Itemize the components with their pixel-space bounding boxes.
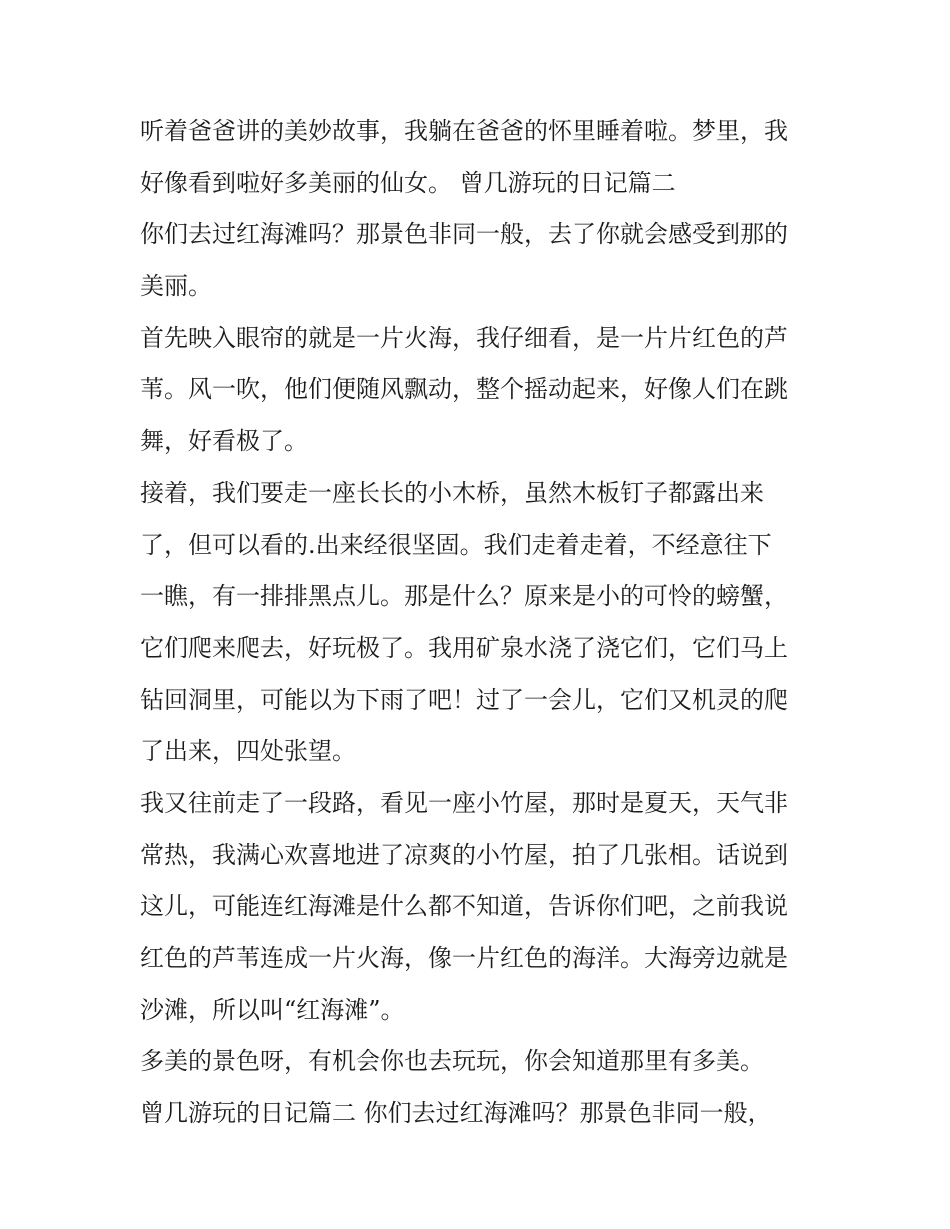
text-line: 你们去过红海滩吗？那景色非同一般，去了你就会感受到那的 [140,220,788,249]
text-line: 它们爬来爬去，好玩极了。我用矿泉水浇了浇它们，它们马上 [140,633,788,662]
text-line: 这儿，可能连红海滩是什么都不知道，告诉你们吧，之前我说 [140,892,788,921]
text-line: 钻回洞里，可能以为下雨了吧！过了一会儿，它们又机灵的爬 [140,685,788,714]
text-line: 听着爸爸讲的美妙故事，我躺在爸爸的怀里睡着啦。梦里，我 [140,117,788,145]
text-line: 多美的景色呀，有机会你也去玩玩，你会知道那里有多美。 [140,1047,764,1076]
text-line: 曾几游玩的日记篇二 你们去过红海滩吗？那景色非同一般， [140,1099,772,1128]
text-line: 舞，好看极了。 [140,427,308,456]
text-line: 首先映入眼帘的就是一片火海，我仔细看，是一片片红色的芦 [140,323,788,352]
document-body [140,106,830,1140]
text-line: 苇。风一吹，他们便随风飘动，整个摇动起来，好像人们在跳 [140,375,788,404]
text-line: 好像看到啦好多美丽的仙女。 曾几游玩的日记篇二 [140,168,676,197]
text-line: 一瞧，有一排排黑点儿。那是什么？原来是小的可怜的螃蟹， [140,582,788,611]
text-line: 接着，我们要走一座长长的小木桥，虽然木板钉子都露出来 [140,478,764,507]
text-line: 红色的芦苇连成一片火海，像一片红色的海洋。大海旁边就是 [140,944,788,972]
text-line: 了，但可以看的.出来经很坚固。我们走着走着，不经意往下 [140,530,772,559]
text-line: 沙滩，所以叫“红海滩”。 [140,995,405,1024]
text-line: 美丽。 [140,272,212,301]
text-line: 我又往前走了一段路，看见一座小竹屋，那时是夏天，天气非 [140,788,788,817]
text-line: 了出来，四处张望。 [140,737,356,766]
text-line: 常热，我满心欢喜地进了凉爽的小竹屋，拍了几张相。话说到 [140,840,788,869]
